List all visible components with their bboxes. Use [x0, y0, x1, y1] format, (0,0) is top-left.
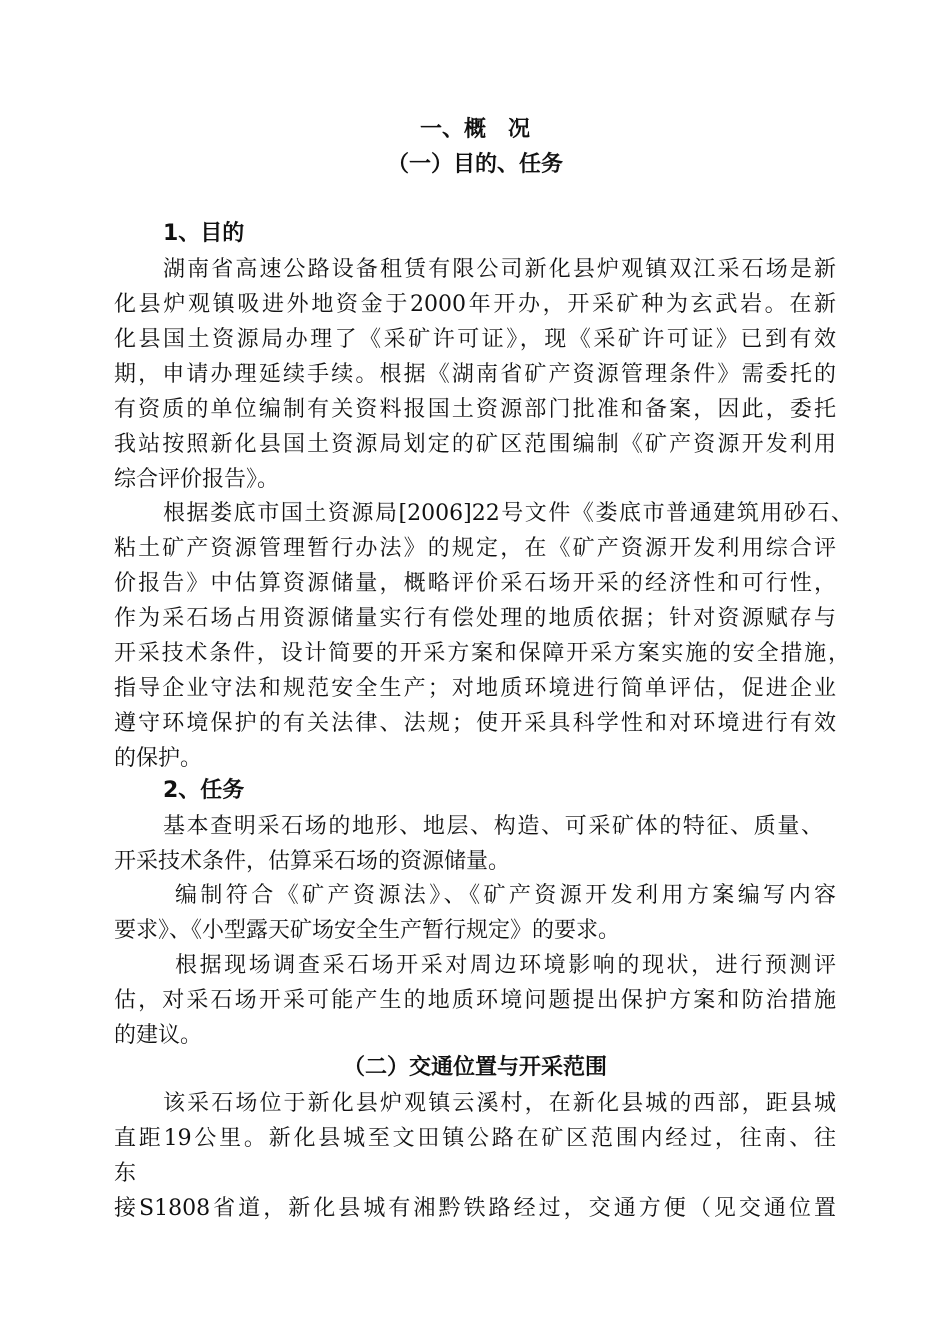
paragraph-line: 开采技术条件，估算采石场的资源储量。: [114, 849, 511, 874]
paragraph-line: 该采石场位于新化县炉观镇云溪村，在新化县城的西部，距县城: [163, 1091, 836, 1116]
paragraph-line: 遵守环境保护的有关法律、法规；使开采具科学性和对环境进行有效: [114, 711, 836, 736]
paragraph-line: 指导企业守法和规范安全生产；对地质环境进行简单评估，促进企业: [114, 676, 836, 701]
paragraph-line: 要求》、《小型露天矿场安全生产暂行规定》的要求。: [114, 918, 621, 943]
paragraph-line: 根据娄底市国土资源局[2006]22号文件《娄底市普通建筑用砂石、: [163, 501, 853, 526]
paragraph-line: 化县国土资源局办理了《采矿许可证》，现《采矿许可证》已到有效: [114, 327, 836, 352]
paragraph-line: 东: [114, 1161, 137, 1186]
paragraph-line: 价报告》中估算资源储量，概略评价采石场开采的经济性和可行性，: [114, 571, 836, 596]
paragraph-line: 估，对采石场开采可能产生的地质环境问题提出保护方案和防治措施: [114, 988, 836, 1013]
subsection-heading-task: 2、任务: [163, 778, 245, 803]
section-heading-location: （二）交通位置与开采范围: [342, 1055, 607, 1080]
paragraph-line: 接S1808省道，新化县城有湘黔铁路经过，交通方便（见交通位置: [114, 1196, 836, 1221]
paragraph-line: 开采技术条件，设计简要的开采方案和保障开采方案实施的安全措施，: [114, 641, 850, 666]
paragraph-line: 湖南省高速公路设备租赁有限公司新化县炉观镇双江采石场是新: [163, 257, 836, 282]
section-heading-purpose-task: （一）目的、任务: [386, 152, 563, 177]
paragraph-line: 有资质的单位编制有关资料报国土资源部门批准和备案，因此，委托: [114, 397, 836, 422]
paragraph-line: 我站按照新化县国土资源局划定的矿区范围编制《矿产资源开发利用: [114, 432, 836, 457]
paragraph-line: 作为采石场占用资源储量实行有偿处理的地质依据；针对资源赋存与: [114, 606, 836, 631]
paragraph-line: 根据现场调查采石场开采对周边环境影响的现状，进行预测评: [175, 953, 836, 978]
chapter-heading: 一、概 况: [419, 117, 530, 142]
paragraph-line: 粘土矿产资源管理暂行办法》的规定，在《矿产资源开发利用综合评: [114, 536, 836, 561]
paragraph-line: 综合评价报告》。: [114, 467, 280, 492]
paragraph-line: 的保护。: [114, 746, 203, 771]
subsection-heading-purpose: 1、目的: [163, 221, 245, 246]
paragraph-line: 编制符合《矿产资源法》、《矿产资源开发利用方案编写内容: [175, 883, 836, 908]
paragraph-line: 的建议。: [114, 1023, 203, 1048]
paragraph-line: 化县炉观镇吸进外地资金于2000年开办，开采矿种为玄武岩。在新: [114, 292, 836, 317]
paragraph-line: 基本查明采石场的地形、地层、构造、可采矿体的特征、质量、: [163, 814, 823, 839]
paragraph-line: 直距19公里。新化县城至文田镇公路在矿区范围内经过，往南、往: [114, 1126, 836, 1151]
paragraph-line: 期，申请办理延续手续。根据《湖南省矿产资源管理条件》需委托的: [114, 362, 836, 387]
